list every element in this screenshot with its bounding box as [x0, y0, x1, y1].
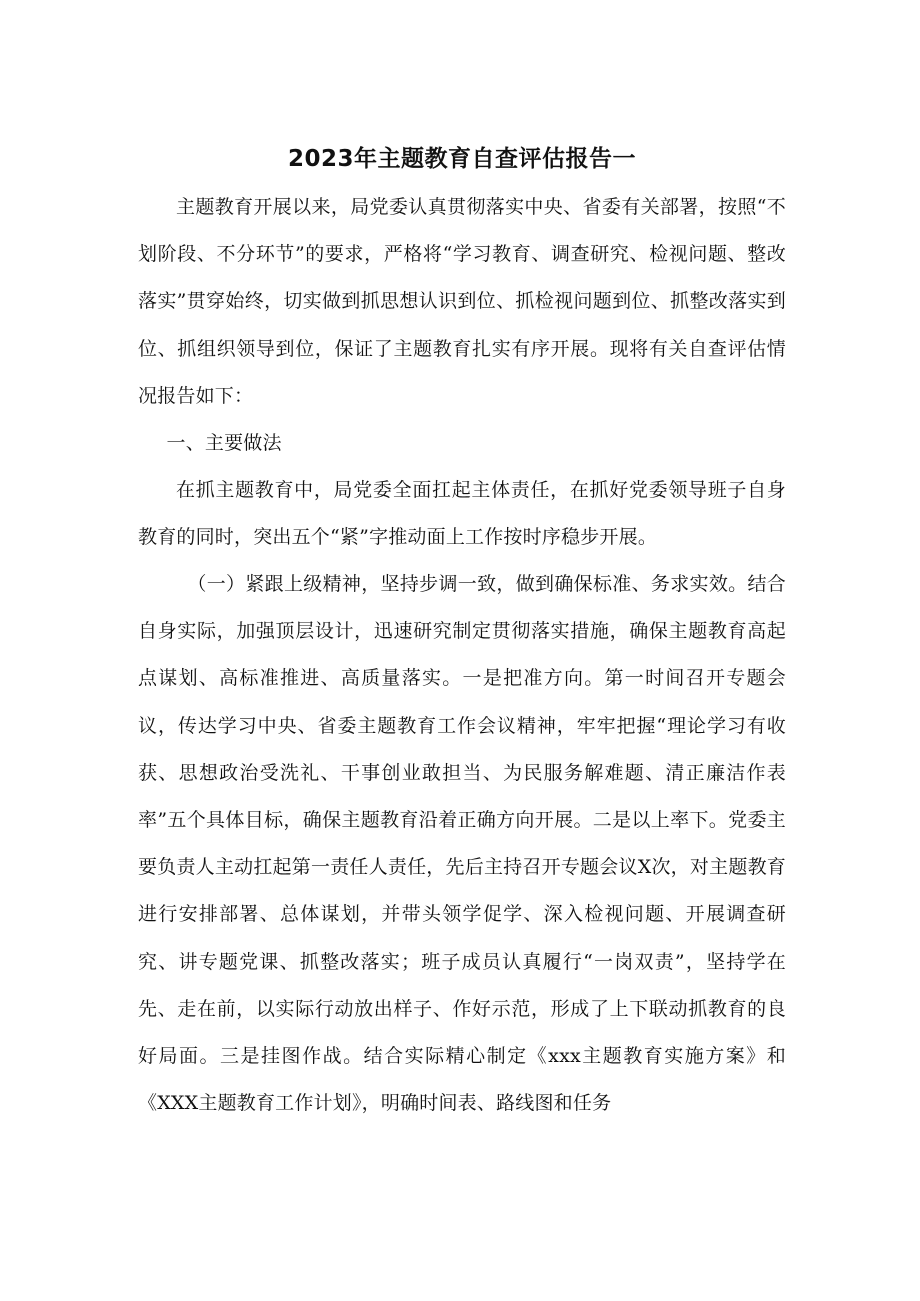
document-title: 2023年主题教育自查评估报告一: [287, 146, 636, 172]
intro-paragraph: 主题教育开展以来，局党委认真贯彻落实中央、省委有关部署，按照“不划阶段、不分环节”的要求，严格将“学习教育、调查研究、检视问题、整改落实”贯穿始终，切实做到抓思想认识到位、抓检视问题到位、抓整改落实到位、抓组织领导到位，保证了主题教育扎实有序开展。现将有关自查评估情况报告如下：: [138, 196, 786, 407]
document-page: [138, 0, 786, 1301]
body-paragraph: （一）紧跟上级精神，坚持步调一致，做到确保标准、务求实效。结合自身实际，加强顶层设计，迅速研究制定贯彻落实措施，确保主题教育高起点谋划、高标准推进、高质量落实。一是把准方向。第一时间召开专题会议，传达学习中央、省委主题教育工作会议精神，牢牢把握“理论学习有收获、思想政治受洗礼、干事创业敢担当、为民服务解难题、清正廉洁作表率”五个具体目标，确保主题教育沿着正确方向开展。二是以上率下。党委主要负责人主动扛起第一责任人责任，先后主持召开专题会议X次，对主题教育进行安排部署、总体谋划，并带头领学促学、深入检视问题、开展调查研究、讲专题党课、抓整改落实；班子成员认真履行“一岗双责”，坚持学在先、走在前，以实际行动放出样子、作好示范，形成了上下联动抓教育的良好局面。三是挂图作战。结合实际精心制定《xxx主题教育实施方案》和《XXX主题教育工作计划》，明确时间表、路线图和任务: [138, 573, 786, 1115]
body-paragraph: 在抓主题教育中，局党委全面扛起主体责任，在抓好党委领导班子自身教育的同时，突出五个“紧”字推动面上工作按时序稳步开展。: [138, 479, 786, 549]
section-heading: 一、主要做法: [166, 432, 282, 454]
